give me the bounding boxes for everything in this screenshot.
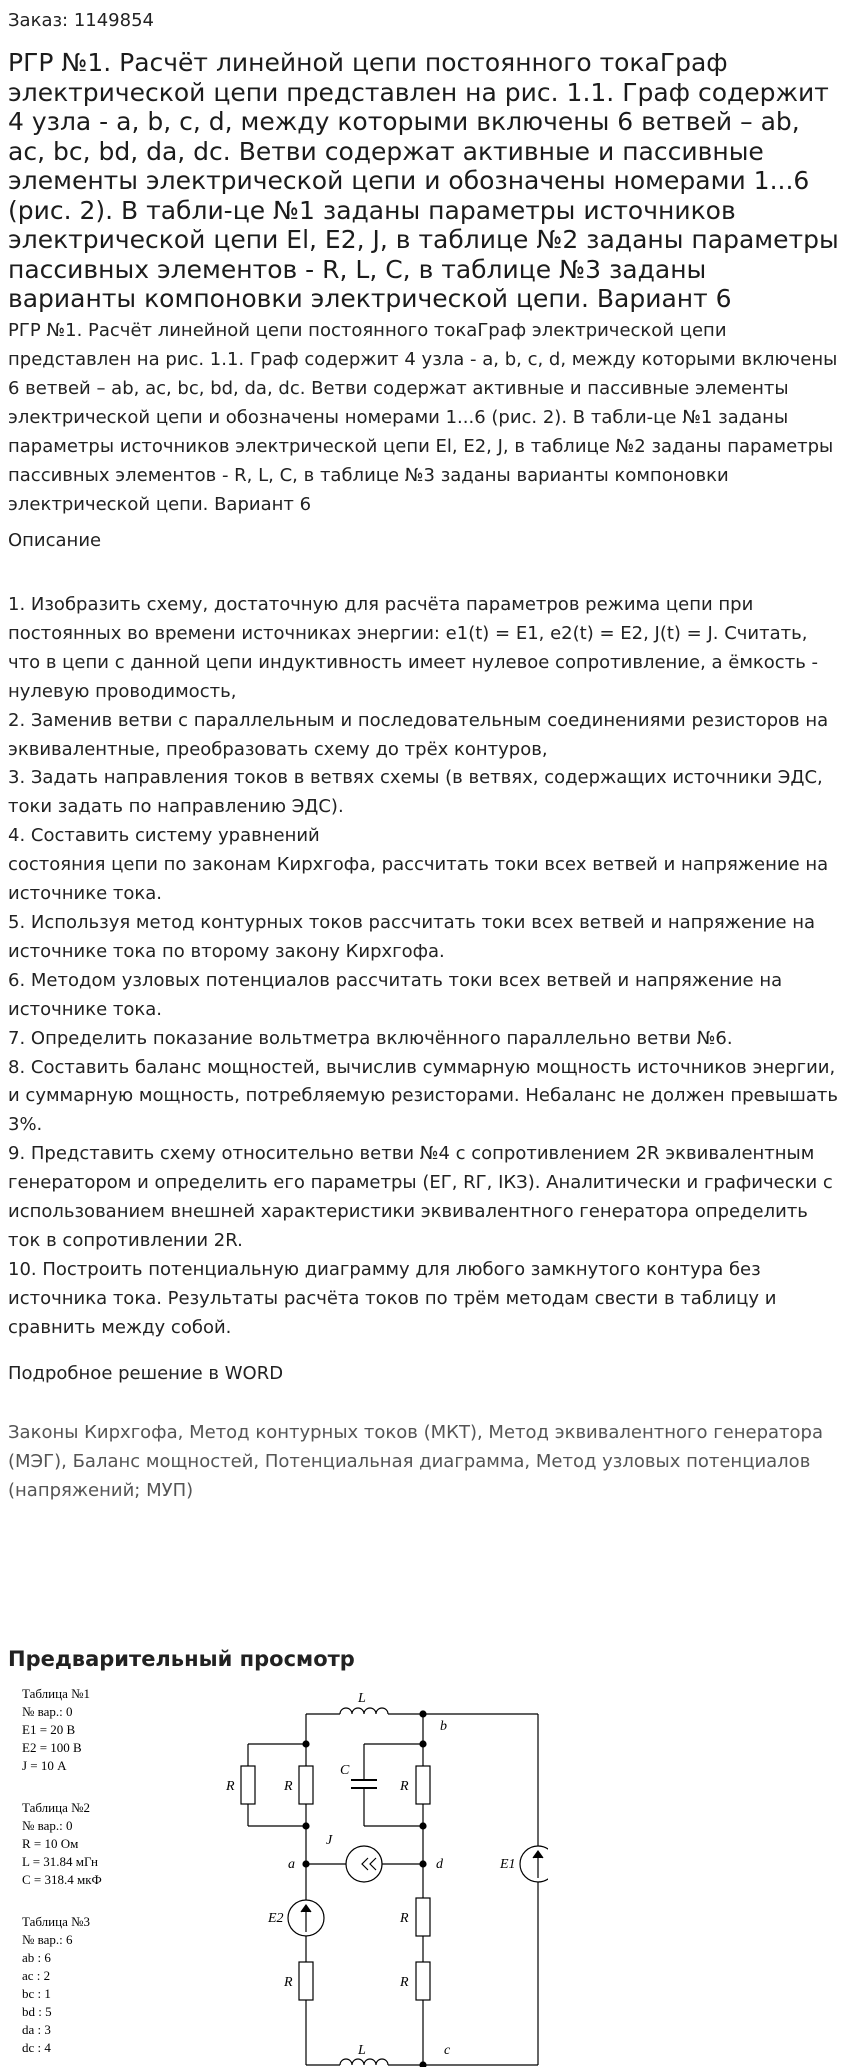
svg-text:d: d — [436, 1857, 443, 1872]
order-number: Заказ: 1149854 — [8, 10, 154, 31]
inductor-bottom — [340, 2059, 388, 2065]
svg-text:R: R — [284, 1779, 293, 1794]
description-line: 4. Составить систему уравнений — [8, 825, 320, 847]
table-line: L = 31.84 мГн — [22, 1854, 98, 1869]
svg-text:L: L — [358, 2043, 366, 2058]
table-line: bc : 1 — [22, 1986, 51, 2001]
table-line: № вар.: 6 — [22, 1932, 73, 1947]
table-line: C = 318.4 мкФ — [22, 1872, 102, 1887]
intro-text: РГР №1. Расчёт линейной цепи постоянного токаГраф электрической цепи представлен на рис. 1.1. Граф содержит 4 узла - а, b, с, d, между которыми включены 6 ветвей – ab, ac, bc, bd, da, dc. Ветви содержат активные и пассивные элементы электрической цепи и обозначены номерами 1...6 (рис. 2). В табли-це №1 заданы параметры источников электрической цепи El, Е2, J, в таблице №2 заданы параметры пассивных элементов - R, L, С, в таблице №3 заданы варианты компоновки электрической цепи. Вариант 6 — [8, 320, 838, 515]
resistor — [241, 1766, 255, 1804]
table-line: bd : 5 — [22, 2004, 52, 2019]
description-label: Описание — [8, 530, 102, 551]
tag-link[interactable]: Метод контурных токов (МКТ) — [189, 1422, 477, 1443]
table-line: E1 = 20 В — [22, 1722, 76, 1737]
svg-text:L: L — [358, 1691, 366, 1706]
inductor-top — [340, 1708, 388, 1714]
svg-text:c: c — [444, 2043, 451, 2058]
table-line: ac : 2 — [22, 1968, 51, 1983]
table-line: dc : 4 — [22, 2040, 51, 2055]
emf-source — [520, 1846, 548, 1882]
resistor — [416, 1766, 430, 1804]
table-line: ab : 6 — [22, 1950, 51, 1965]
tag-link[interactable]: Законы Кирхгофа — [8, 1422, 178, 1443]
tag-link[interactable]: Метод узловых потенциалов (напряжений; МУП) — [8, 1451, 811, 1501]
circuit-diagram — [241, 1708, 548, 2067]
parameter-tables — [22, 1686, 102, 2055]
resistor — [416, 1962, 430, 2000]
table-line: da : 3 — [22, 2022, 51, 2037]
table-line: J = 10 А — [22, 1758, 67, 1773]
description-line: 9. Представить схему относительно ветви №4 с сопротивлением 2R эквивалентным генератором и определить его параметры (ЕГ, RГ, IКЗ). Аналитически и графически с использованием внешней характеристики эквивалентного генератора определить ток в сопротивлении 2R. — [8, 1143, 833, 1251]
description-line: 1. Изобразить схему, достаточную для расчёта параметров режима цепи при постоянных во времени источниках энергии: e1(t) = E1, e2(t) = E2, J(t) = J. Считать, что в цепи с данной цепи индуктивность имеет нулевое сопротивление, а ёмкость - нулевую проводимость, — [8, 594, 819, 702]
word-note: Подробное решение в WORD — [8, 1363, 284, 1384]
svg-text:b: b — [440, 1719, 447, 1734]
description-line: состояния цепи по законам Кирхгофа, рассчитать токи всех ветвей и напряжение на источнике тока. — [8, 854, 829, 905]
table-line: Таблица №3 — [22, 1914, 91, 1929]
svg-text:R: R — [400, 1911, 409, 1926]
description-line: 5. Используя метод контурных токов рассчитать токи всех ветвей и напряжение на источнике тока по второму закону Кирхгофа. — [8, 911, 816, 962]
svg-text:R: R — [284, 1975, 293, 1990]
svg-text:J: J — [326, 1833, 333, 1848]
current-source — [346, 1846, 382, 1882]
description-line: 10. Построить потенциальную диаграмму для любого замкнутого контура без источника тока. Результаты расчёта токов по трём методам свести в таблицу и сравнить между собой. — [8, 1258, 777, 1338]
description-line: 6. Методом узловых потенциалов рассчитать токи всех ветвей и напряжение на источнике тока. — [8, 969, 783, 1020]
svg-text:R: R — [400, 1975, 409, 1990]
table-line: № вар.: 0 — [22, 1818, 73, 1833]
table-line: № вар.: 0 — [22, 1704, 73, 1719]
description-line: 7. Определить показание вольтметра включённого параллельно ветви №6. — [8, 1027, 733, 1049]
svg-text:E1: E1 — [500, 1857, 516, 1872]
table-line: R = 10 Ом — [22, 1836, 79, 1851]
table-line: Таблица №1 — [22, 1686, 91, 1701]
tag-list: Законы Кирхгофа, Метод контурных токов (МКТ), Метод эквивалентного генератора (МЭГ), Баланс мощностей, Потенциальная диаграмма, Метод узловых потенциалов (напряжений; МУП) — [8, 1422, 823, 1501]
page-title: РГР №1. Расчёт линейной цепи постоянного токаГраф электрической цепи представлен на рис. 1.1. Граф содержит 4 узла - а, b, с, d, между которыми включены 6 ветвей – ab, ac, bc, bd, da, dc. Ветви содержат активные и пассивные элементы электрической цепи и обозначены номерами 1...6 (рис. 2). В табли-це №1 заданы параметры источников электрической цепи El, Е2, J, в таблице №2 заданы параметры пассивных элементов - R, L, С, в таблице №3 заданы варианты компоновки электрической цепи. Вариант 6 — [8, 48, 839, 313]
table-line: Таблица №2 — [22, 1800, 91, 1815]
resistor — [299, 1766, 313, 1804]
preview-heading: Предварительный просмотр — [8, 1647, 355, 1671]
table-line: E2 = 100 В — [22, 1740, 82, 1755]
svg-text:C: C — [340, 1763, 350, 1778]
resistor — [299, 1962, 313, 2000]
tag-link[interactable]: Баланс мощностей — [72, 1451, 254, 1472]
svg-text:R: R — [226, 1779, 235, 1794]
preview-image — [8, 1682, 548, 2067]
resistor — [416, 1898, 430, 1936]
description-line: 3. Задать направления токов в ветвях схемы (в ветвях, содержащих источники ЭДС, токи задать по направлению ЭДС). — [8, 767, 823, 818]
description-line: 8. Составить баланс мощностей, вычислив суммарную мощность источников энергии, и суммарную мощность, потребляемую резисторами. Небаланс не должен превышать 3%. — [8, 1056, 839, 1136]
svg-text:R: R — [400, 1779, 409, 1794]
tag-link[interactable]: Потенциальная диаграмма — [264, 1451, 525, 1472]
svg-text:E2: E2 — [268, 1911, 284, 1926]
description-list — [8, 591, 844, 1343]
description-line: 2. Заменив ветви с параллельным и последовательным соединениями резисторов на эквивалентные, преобразовать схему до трёх контуров, — [8, 709, 829, 760]
svg-text:a: a — [288, 1857, 295, 1872]
tag-link[interactable]: Метод эквивалентного генератора (МЭГ) — [8, 1422, 823, 1472]
